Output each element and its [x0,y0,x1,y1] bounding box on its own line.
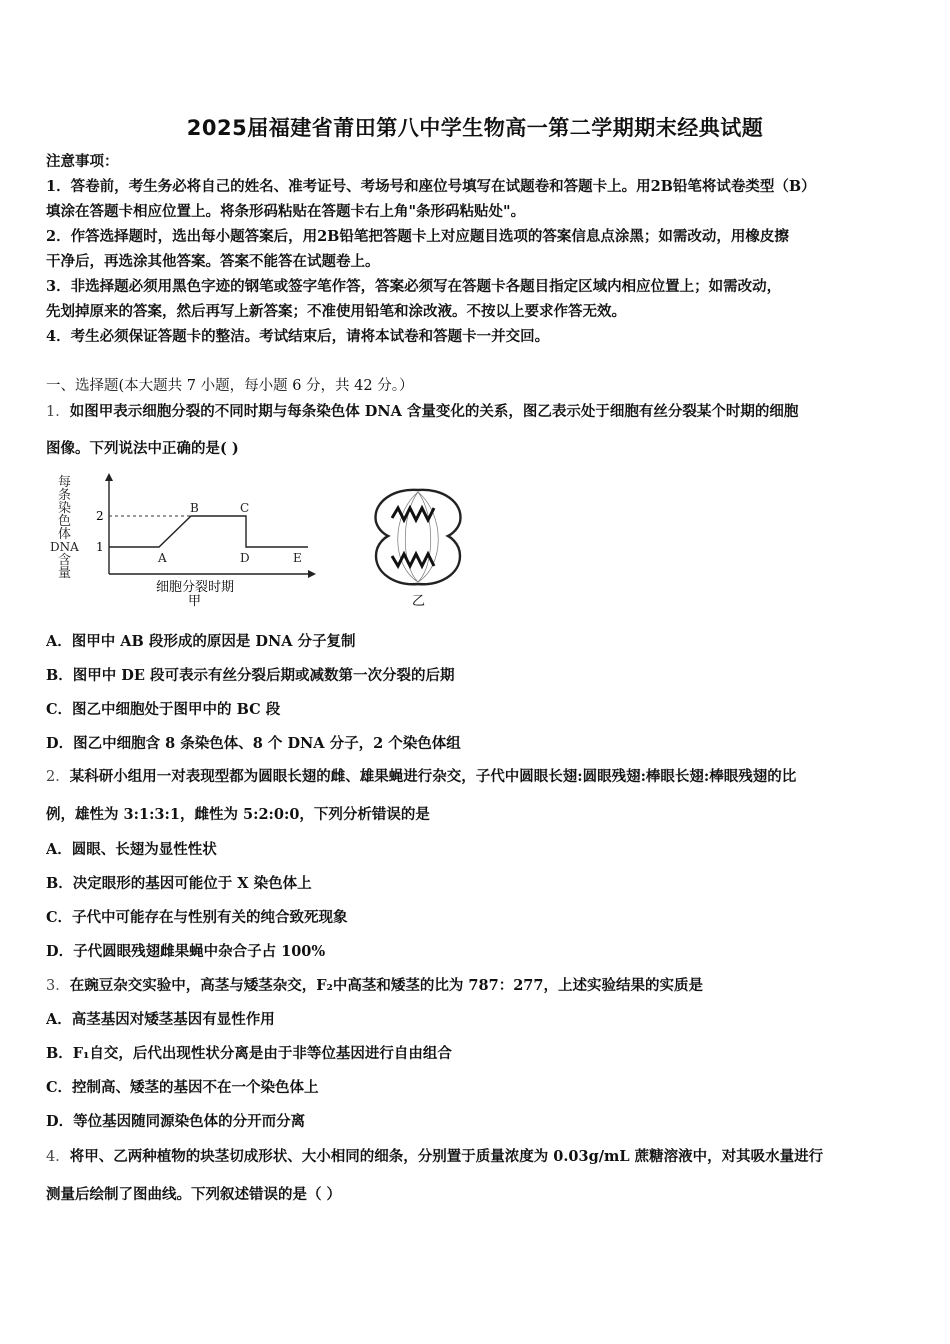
point-label-e: E [293,551,302,565]
point-label-a: A [158,551,167,565]
question-1-cont: 图像。下列说法中正确的是( ) [46,440,239,457]
ylabel-char: 体 [58,527,72,542]
point-label-d: D [240,551,250,565]
ylabel-char: 条 [58,488,72,503]
dna-curve [109,516,308,547]
option-item: A．圆眼、长翅为显性性状 [46,841,217,858]
ylabel-char: 含 [58,553,72,568]
cell-yi [376,490,461,609]
question-text: 如图甲表示细胞分裂的不同时期与每条染色体 DNA 含量变化的关系，图乙表示处于细胞有丝分裂某个时期的细胞 [69,403,799,420]
y-tick-label: 1 [96,540,104,554]
option-item: D．图乙中细胞含 8 条染色体、8 个 DNA 分子，2 个染色体组 [46,735,461,752]
notice-line: 4．考生必须保证答题卡的整洁。考试结束后，请将本试卷和答题卡一并交回。 [46,328,550,345]
notice-line: 1．答卷前，考生务必将自己的姓名、准考证号、考场号和座位号填写在试题卷和答题卡上。用2B铅笔将试卷类型（B） [46,178,816,195]
notice-line: 填涂在答题卡相应位置上。将条形码粘贴在答题卡右上角"条形码粘贴处"。 [46,203,526,220]
y-axis-arrow [105,473,113,481]
cell-membrane [376,490,461,584]
option-item: B．决定眼形的基因可能位于 X 染色体上 [46,875,312,892]
option-item: C．控制高、矮茎的基因不在一个染色体上 [46,1079,319,1096]
option-item: A．图甲中 AB 段形成的原因是 DNA 分子复制 [46,633,356,650]
question-number: 3． [46,978,70,994]
ylabel-char: 量 [58,566,72,581]
notice-line: 2．作答选择题时，选出每小题答案后，用2B铅笔把答题卡上对应题目选项的答案信息点涂黑；如需改动，用橡皮擦 [46,228,789,245]
question-text: 某科研小组用一对表现型都为圆眼长翅的雌、雄果蝇进行杂交，子代中圆眼长翅:圆眼残翅:棒眼长翅:棒眼残翅的比 [69,768,797,785]
point-label-b: B [190,501,199,515]
ylabel-char: DNA [50,540,79,554]
spindle-fibers [398,492,439,582]
point-label-c: C [240,501,250,515]
figure-svg [46,470,466,615]
question-number: 1． [46,404,70,420]
notice-line: 3．非选择题必须用黑色字迹的钢笔或签字笔作答，答案必须写在答题卡各题目指定区域内相应位置上；如需改动， [46,278,782,295]
figure-q1 [46,470,466,615]
notice-line: 干净后，再选涂其他答案。答案不能答在试题卷上。 [46,253,380,270]
y-tick-label: 2 [96,509,104,523]
option-item: D．子代圆眼残翅雌果蝇中杂合子占 100% [46,943,326,960]
option-item: A．高茎基因对矮茎基因有显性作用 [46,1011,275,1028]
question-2 [46,768,912,786]
section-heading: 一、选择题(本大题共 7 小题，每小题 6 分，共 42 分。） [46,378,414,394]
notice-line: 先划掉原来的答案，然后再写上新答案；不准使用铅笔和涂改液。不按以上要求作答无效。 [46,303,626,320]
question-number: 2． [46,769,70,785]
option-item: B．图甲中 DE 段可表示有丝分裂后期或减数第一次分裂的后期 [46,667,455,684]
option-item: D．等位基因随同源染色体的分开而分离 [46,1113,306,1130]
notice-heading: 注意事项： [46,153,119,170]
ylabel-char: 染 [58,501,72,516]
question-number: 4． [46,1149,70,1165]
option-item: C．图乙中细胞处于图甲中的 BC 段 [46,701,281,718]
option-item: B．F₁自交，后代出现性状分离是由于非等位基因进行自由组合 [46,1045,452,1062]
question-4-cont: 测量后绘制了图曲线。下列叙述错误的是（ ） [46,1186,342,1203]
question-4 [46,1148,912,1166]
graph-jia [50,473,316,609]
figure-caption-yi: 乙 [412,594,426,609]
page-title: 2025届福建省莆田第八中学生物高一第二学期期末经典试题 [186,116,764,140]
question-1 [46,403,912,421]
ylabel-char: 色 [58,514,72,529]
question-2-cont: 例，雄性为 3:1:3:1，雌性为 5:2:0:0，下列分析错误的是 [46,806,430,823]
x-axis-label: 细胞分裂时期 [156,580,235,595]
question-3 [46,977,912,995]
question-text: 在豌豆杂交实验中，高茎与矮茎杂交，F₂中高茎和矮茎的比为 787：277，上述实验结果的实质是 [69,977,703,994]
figure-caption-jia: 甲 [188,594,202,609]
x-axis-arrow [308,570,316,578]
question-text: 将甲、乙两种植物的块茎切成形状、大小相同的细条，分别置于质量浓度为 0.03g/mL 蔗糖溶液中，对其吸水量进行 [69,1148,824,1165]
ylabel-char: 每 [58,475,72,490]
option-item: C．子代中可能存在与性别有关的纯合致死现象 [46,909,348,926]
